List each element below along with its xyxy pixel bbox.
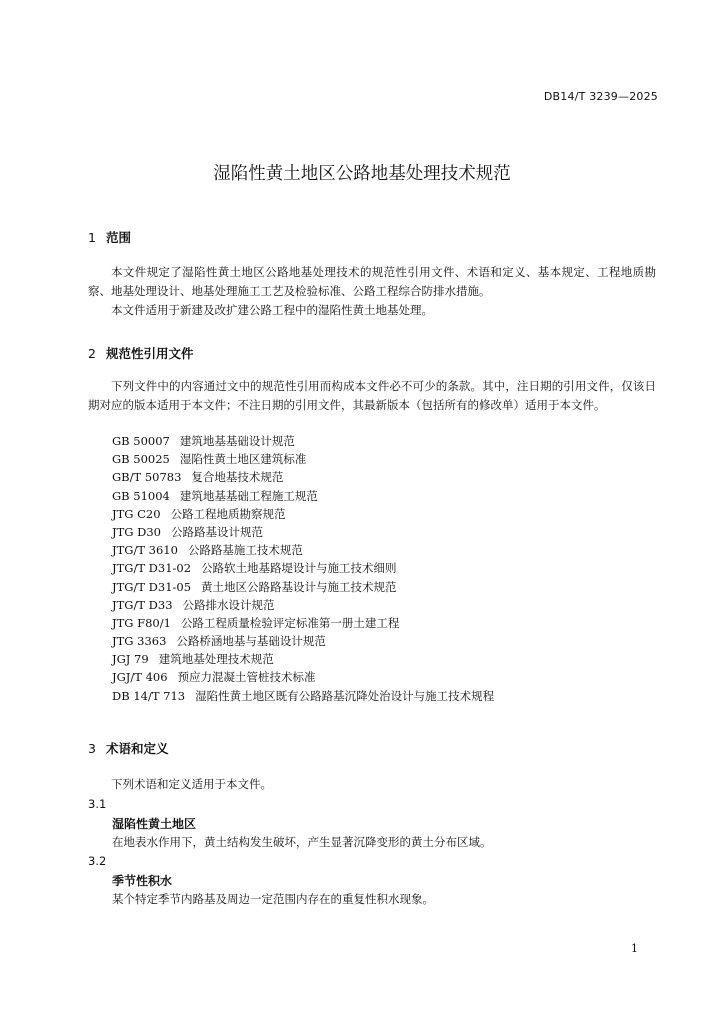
reference-title: 公路桥涵地基与基础设计规范 bbox=[176, 634, 326, 649]
term-name: 湿陷性黄土地区 bbox=[112, 817, 197, 831]
reference-code: JTG/T D31-02 bbox=[112, 561, 192, 576]
references-intro-paragraph: 下列文件中的内容通过文中的规范性引用而构成本文件必不可少的条款。其中，注日期的引用文件，仅该日期对应的版本适用于本文件；不注日期的引用文件，其最新版本（包括所有的修改单）适用于本文件。 bbox=[88, 379, 656, 412]
section-heading-2 bbox=[88, 344, 194, 362]
section-heading-1 bbox=[88, 228, 131, 246]
term-definition: 在地表水作用下，黄土结构发生破坏，产生显著沉降变形的黄土分布区域。 bbox=[112, 835, 492, 849]
standard-code: DB14/T 3239—2025 bbox=[543, 90, 658, 103]
reference-title: 公路排水设计规范 bbox=[182, 597, 275, 612]
reference-item bbox=[112, 615, 494, 633]
term-number: 3.2 bbox=[88, 854, 107, 868]
reference-item bbox=[112, 469, 494, 487]
reference-code: JTG 3363 bbox=[112, 634, 167, 649]
section-number: 1 bbox=[88, 230, 96, 245]
reference-item bbox=[112, 597, 494, 615]
reference-title: 建筑地基处理技术规范 bbox=[158, 652, 274, 667]
reference-code: JTG C20 bbox=[112, 506, 161, 521]
reference-code: JTG D30 bbox=[112, 524, 161, 539]
reference-item bbox=[112, 488, 494, 506]
reference-title: 公路路基设计规范 bbox=[170, 524, 263, 539]
scope-paragraph-1: 本文件规定了湿陷性黄土地区公路地基处理技术的规范性引用文件、术语和定义、基本规定、工程地质勘察、地基处理设计、地基处理施工工艺及检验标准、公路工程综合防排水措施。 bbox=[88, 265, 656, 298]
section-number: 2 bbox=[88, 346, 96, 361]
section-title: 范围 bbox=[106, 230, 132, 245]
reference-code: JTG/T D31-05 bbox=[112, 579, 192, 594]
reference-item bbox=[112, 633, 494, 651]
reference-code: JTG/T D33 bbox=[112, 597, 173, 612]
reference-title: 建筑地基基础工程施工规范 bbox=[179, 488, 318, 503]
reference-title: 公路工程质量检验评定标准第一册土建工程 bbox=[180, 615, 400, 630]
reference-code: DB 14/T 713 bbox=[112, 688, 186, 703]
reference-title: 公路路基施工技术规范 bbox=[187, 543, 303, 558]
reference-item bbox=[112, 451, 494, 469]
reference-title: 湿陷性黄土地区既有公路路基沉降处治设计与施工技术规程 bbox=[195, 688, 495, 703]
reference-title: 预应力混凝土管桩技术标准 bbox=[177, 670, 316, 685]
reference-list bbox=[112, 433, 494, 706]
reference-item bbox=[112, 524, 494, 542]
reference-item bbox=[112, 542, 494, 560]
term-name: 季节性积水 bbox=[112, 874, 173, 888]
section-number: 3 bbox=[88, 741, 96, 756]
reference-code: GB 50007 bbox=[112, 434, 170, 448]
section-heading-3 bbox=[88, 739, 169, 757]
reference-item bbox=[112, 688, 494, 706]
reference-title: 湿陷性黄土地区建筑标准 bbox=[179, 452, 307, 467]
reference-title: 公路软土地基路堤设计与施工技术细则 bbox=[201, 561, 397, 576]
section-title: 术语和定义 bbox=[106, 741, 169, 756]
document-title: 湿陷性黄土地区公路地基处理技术规范 bbox=[213, 164, 511, 184]
reference-item bbox=[112, 579, 494, 597]
reference-title: 复合地基技术规范 bbox=[191, 470, 284, 485]
reference-code: GB/T 50783 bbox=[112, 470, 182, 485]
scope-paragraph-2: 本文件适用于新建及改扩建公路工程中的湿陷性黄土地基处理。 bbox=[111, 303, 433, 317]
reference-code: JGJ/T 406 bbox=[112, 670, 168, 685]
page-number: 1 bbox=[631, 942, 638, 955]
term-definition: 某个特定季节内路基及周边一定范围内存在的重复性积水现象。 bbox=[112, 892, 434, 906]
reference-code: GB 50025 bbox=[112, 452, 170, 467]
reference-title: 公路工程地质勘察规范 bbox=[170, 506, 286, 521]
reference-item bbox=[112, 669, 494, 687]
terms-intro-paragraph: 下列术语和定义适用于本文件。 bbox=[111, 777, 272, 791]
term-number: 3.1 bbox=[88, 797, 107, 811]
reference-item bbox=[112, 433, 494, 451]
reference-item bbox=[112, 506, 494, 524]
reference-item bbox=[112, 651, 494, 669]
reference-item bbox=[112, 560, 494, 578]
reference-title: 黄土地区公路路基设计与施工技术规范 bbox=[201, 579, 397, 594]
reference-code: JTG/T 3610 bbox=[112, 543, 178, 558]
reference-code: JTG F80/1 bbox=[112, 615, 171, 630]
reference-title: 建筑地基基础设计规范 bbox=[179, 434, 295, 448]
reference-code: JGJ 79 bbox=[112, 652, 149, 667]
reference-code: GB 51004 bbox=[112, 488, 170, 503]
section-title: 规范性引用文件 bbox=[106, 346, 194, 361]
